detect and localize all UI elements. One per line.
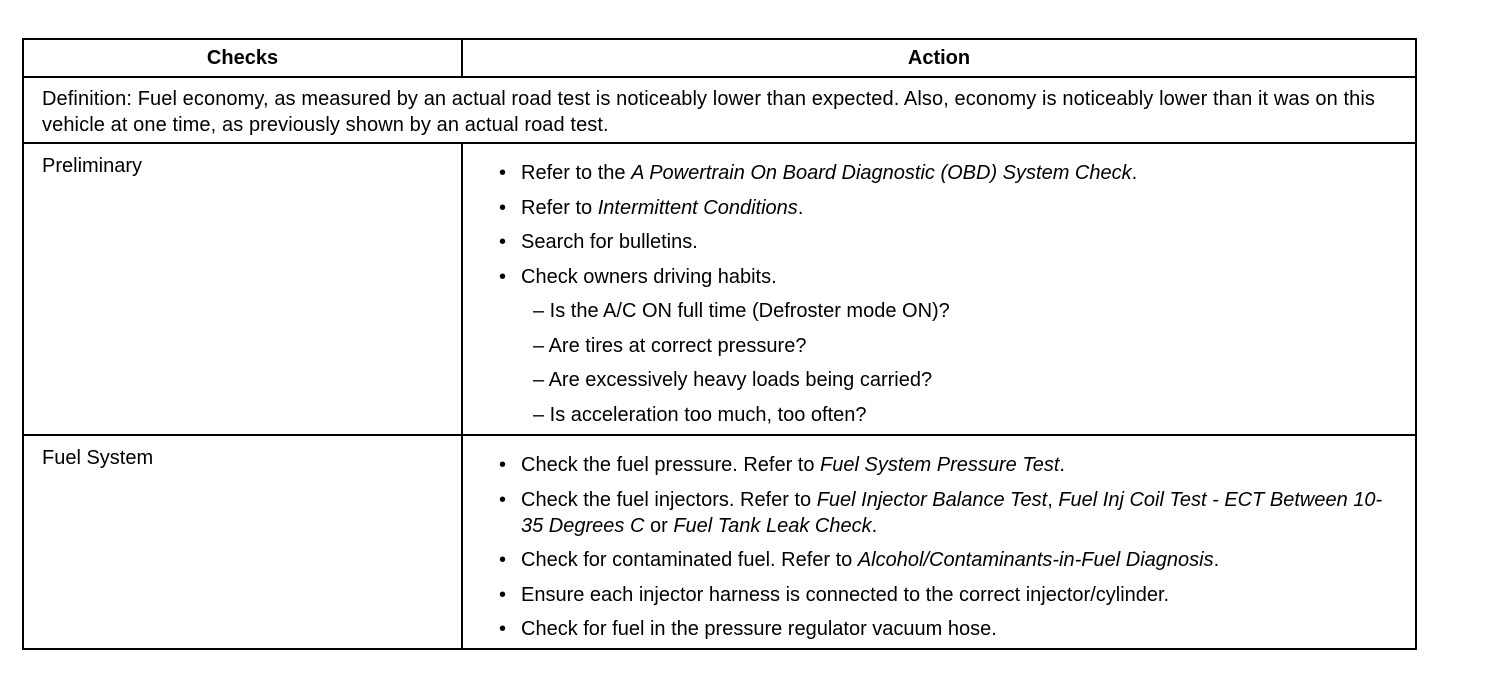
fuel-item-pressure: • Check the fuel pressure. Refer to Fuel System Pressure Test. xyxy=(499,452,1395,478)
preliminary-item-bulletins: • Search for bulletins. xyxy=(499,229,1395,255)
preliminary-subitem-tires: – Are tires at correct pressure? xyxy=(533,334,807,357)
preliminary-actions xyxy=(463,144,1415,434)
preliminary-subitem-acceleration: – Is acceleration too much, too often? xyxy=(533,403,867,426)
action-column-header: Action xyxy=(907,47,971,69)
fuel-system-label: Fuel System xyxy=(24,436,463,648)
fuel-item-vacuum-hose: • Check for fuel in the pressure regulator vacuum hose. xyxy=(499,616,1395,642)
fuel-item-injectors: • Check the fuel injectors. Refer to Fuel Injector Balance Test, Fuel Inj Coil Test - ECT Between 10-35 Degrees C or Fuel Tank Leak Check. xyxy=(499,487,1395,539)
diagnostic-table xyxy=(22,38,1417,650)
preliminary-subitem-loads: – Are excessively heavy loads being carried? xyxy=(533,369,933,391)
preliminary-item-intermittent: • Refer to Intermittent Conditions. xyxy=(499,195,1395,221)
checks-column-header: Checks xyxy=(24,40,463,76)
definition-row xyxy=(24,76,1415,142)
fuel-system-row xyxy=(24,434,1415,648)
table-header-row xyxy=(24,40,1415,76)
preliminary-row xyxy=(24,142,1415,434)
fuel-item-contaminated: • Check for contaminated fuel. Refer to Alcohol/Contaminants-in-Fuel Diagnosis. xyxy=(499,547,1395,573)
fuel-item-harness: • Ensure each injector harness is connected to the correct injector/cylinder. xyxy=(499,582,1395,608)
fuel-system-actions xyxy=(463,436,1415,648)
preliminary-item-driving-habits: • Check owners driving habits. xyxy=(499,264,1395,290)
preliminary-label: Preliminary xyxy=(24,144,463,434)
preliminary-item-obd-check: • Refer to the A Powertrain On Board Diagnostic (OBD) System Check. xyxy=(499,160,1395,186)
preliminary-subitem-ac: – Is the A/C ON full time (Defroster mode ON)? xyxy=(533,300,950,322)
definition-text: Definition: Fuel economy, as measured by an actual road test is noticeably lower than expected. Also, economy is noticeably lower than it was on this vehicle at one time, as previously shown by an actual road test. xyxy=(42,88,1376,136)
